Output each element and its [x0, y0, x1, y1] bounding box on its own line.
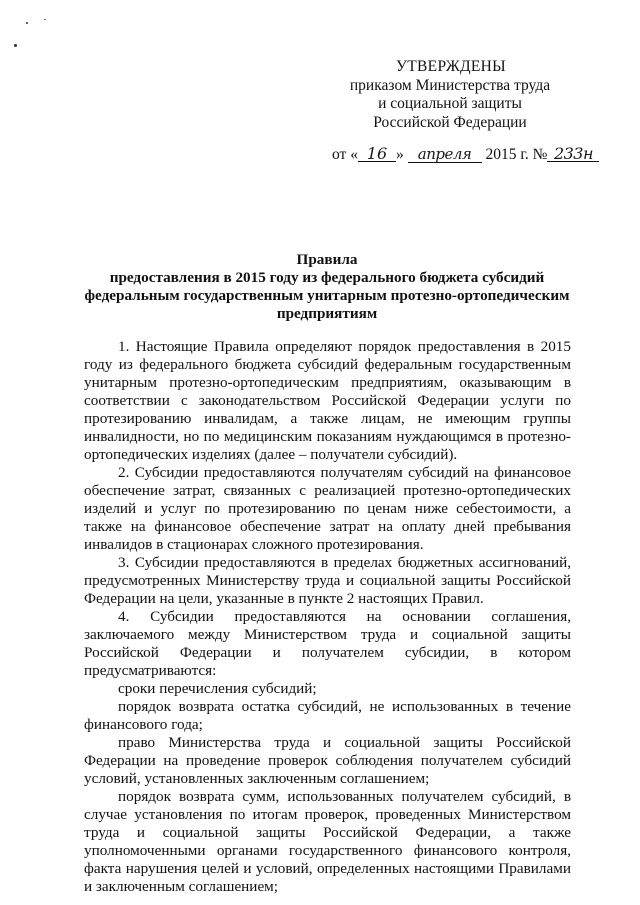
approval-block	[300, 58, 600, 132]
approval-line: и социальной защиты	[378, 95, 522, 112]
scan-speck	[44, 19, 46, 20]
paragraph: право Министерства труда и социальной защиты Российской Федерации на проведение проверок соблюдения получателем субсидий условий, установленных заключенным соглашением;	[84, 734, 571, 787]
scan-speck	[26, 22, 28, 24]
title-line: федеральным государственным унитарным протезно-ортопедическим	[84, 287, 570, 304]
date-prefix: от «	[332, 146, 358, 163]
title-line: Правила	[296, 251, 358, 268]
paragraph: 3. Субсидии предоставляются в пределах бюджетных ассигнований, предусмотренных Министерству труда и социальной защиты Российской Федерации на цели, указанные в пункте 2 настоящих Правил.	[84, 554, 571, 607]
title-line: предоставления в 2015 году из федерального бюджета субсидий	[109, 269, 545, 286]
date-year: 2015 г. №	[485, 146, 548, 163]
handwritten-order-number: 233н	[547, 146, 599, 162]
document-title	[82, 251, 572, 323]
approval-line: приказом Министерства труда	[349, 76, 551, 94]
paragraph: 4. Субсидии предоставляются на основании соглашения, заключаемого между Министерством труда и социальной защиты Российской Федерации и получателем субсидии, в котором предусматриваются:	[84, 608, 571, 679]
order-date-line	[332, 146, 599, 164]
date-mid: »	[395, 146, 404, 163]
document-body	[84, 338, 571, 896]
paragraph: 2. Субсидии предоставляются получателям субсидий на финансовое обеспечение затрат, связанных с реализацией протезно-ортопедических изделий и услуг по протезированию по ценам ниже себестоимости, а также на финансовое обеспечение затрат на оплату дней пребывания инвалидов в стационарах сложного протезирования.	[84, 464, 571, 553]
title-line: предприятиям	[276, 305, 378, 322]
handwritten-day: 16	[358, 146, 396, 162]
scan-speck	[14, 44, 17, 47]
paragraph: 1. Настоящие Правила определяют порядок предоставления в 2015 году из федерального бюджета субсидий федеральным государственным унитарным протезно-ортопедическим предприятиям, оказывающим в соответствии с законодательством Российской Федерации услуги по протезированию инвалидам, а также лицам, не имеющим группы инвалидности, но по медицинским показаниям нуждающимся в протезно-ортопедических изделиях (далее – получатели субсидий).	[84, 338, 571, 463]
approval-line: Российской Федерации	[373, 113, 527, 131]
approval-heading: УТВЕРЖДЕНЫ	[396, 58, 506, 75]
paragraph: порядок возврата остатка субсидий, не использованных в течение финансового года;	[84, 698, 571, 733]
paragraph: порядок возврата сумм, использованных получателем субсидий, в случае установления по итогам проверок, проведенных Министерством труда и социальной защиты Российской Федерации, а также уполномоченными органами государственного финансового контроля, факта нарушения целей и условий, определенных настоящими Правилами и заключенным соглашением;	[84, 788, 571, 895]
handwritten-month: апреля	[408, 147, 482, 163]
paragraph: сроки перечисления субсидий;	[118, 680, 317, 697]
